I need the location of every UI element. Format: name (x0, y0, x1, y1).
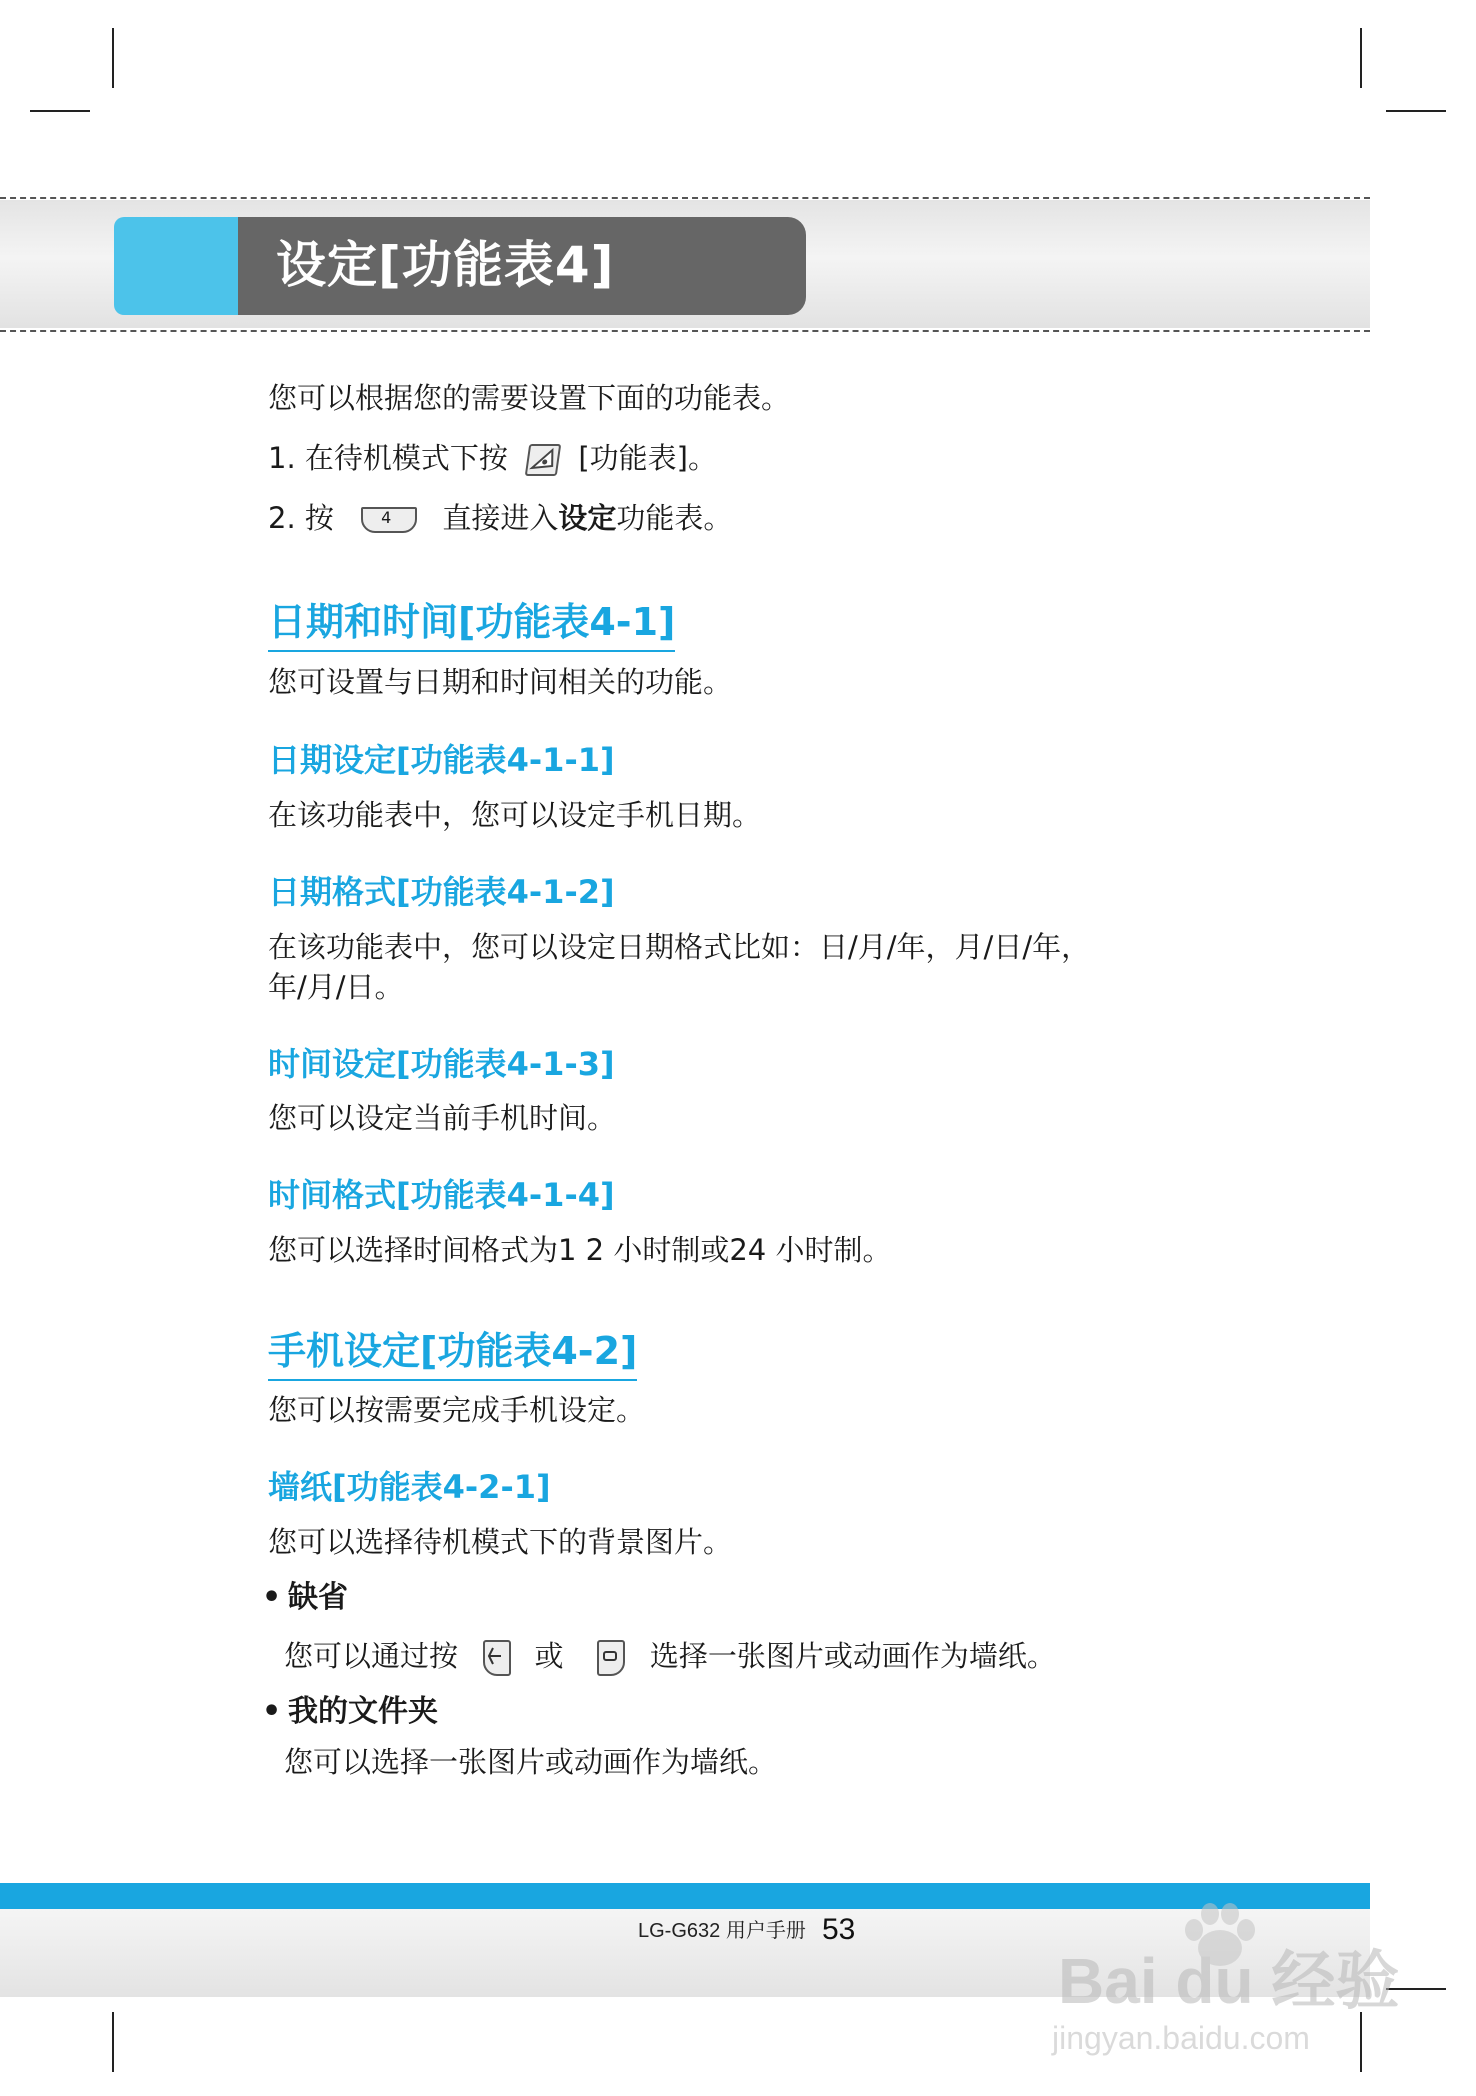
header-dashed-line-bottom (0, 330, 1370, 332)
left-nav-key-icon (483, 1640, 511, 1676)
section-phone-settings-description: 您可以按需要完成手机设定。 (268, 1393, 646, 1427)
chapter-title: 设定[功能表4] (276, 236, 615, 294)
watermark-brand: Bai du 经验 (1058, 1945, 1400, 2017)
default-text-suffix: 选择一张图片或动画作为墙纸。 (649, 1639, 1056, 1673)
step-2-bold: 设定 (558, 501, 617, 535)
date-setting-text: 在该功能表中，您可以设定手机日期。 (268, 798, 762, 832)
bullet-my-folder (262, 1692, 438, 1732)
default-text-mid: 或 (534, 1639, 564, 1673)
crop-mark (30, 110, 90, 112)
step-1-suffix: [功能表]。 (578, 441, 717, 475)
key-4-label: 4 (381, 508, 392, 527)
header-dashed-line-top (0, 197, 1370, 199)
step-1-prefix: 1. 在待机模式下按 (268, 441, 508, 475)
default-text-prefix: 您可以通过按 (284, 1639, 459, 1673)
section-date-time-description: 您可设置与日期和时间相关的功能。 (268, 665, 733, 699)
wallpaper-text: 您可以选择待机模式下的背景图片。 (268, 1525, 733, 1559)
time-setting-text: 您可以设定当前手机时间。 (268, 1101, 617, 1135)
right-nav-key-icon (597, 1640, 625, 1676)
baidu-watermark (1048, 1896, 1408, 2066)
bullet-my-folder-text: 您可以选择一张图片或动画作为墙纸。 (284, 1745, 778, 1779)
crop-mark (1386, 110, 1446, 112)
time-format-text: 您可以选择时间格式为1 2 小时制或24 小时制。 (268, 1233, 892, 1267)
page-number: 53 (822, 1913, 856, 1946)
date-format-text-line-1: 在该功能表中，您可以设定日期格式比如：日/月/年，月/日/年， (268, 930, 1091, 964)
crop-mark (112, 28, 114, 88)
date-format-heading: 日期格式[功能表4-1-2] (268, 873, 615, 911)
chapter-tab-accent (114, 217, 244, 315)
time-setting-heading: 时间设定[功能表4-1-3] (268, 1045, 615, 1083)
date-setting-heading: 日期设定[功能表4-1-1] (268, 741, 615, 779)
footer-manual-label: LG-G632 用户手册 (638, 1920, 806, 1942)
bullet-default (262, 1578, 348, 1618)
step-2-prefix: 2. 按 (268, 501, 334, 535)
bullet-dot: • (262, 1580, 282, 1615)
section-phone-settings-heading: 手机设定[功能表4-2] (268, 1326, 637, 1381)
watermark-url: jingyan.baidu.com (1052, 2020, 1310, 2056)
bullet-dot: • (262, 1694, 282, 1729)
intro-text: 您可以根据您的需要设置下面的功能表。 (268, 381, 791, 415)
crop-mark (112, 2012, 114, 2072)
section-date-time-heading: 日期和时间[功能表4-1] (268, 597, 675, 652)
key-4-icon (361, 507, 417, 533)
bullet-default-label: 缺省 (288, 1580, 348, 1615)
bullet-my-folder-label: 我的文件夹 (288, 1694, 438, 1729)
date-format-text-line-2: 年/月/日。 (268, 970, 404, 1004)
menu-softkey-icon (525, 444, 561, 476)
intro-step-1 (268, 438, 717, 478)
wallpaper-heading: 墙纸[功能表4-2-1] (268, 1468, 551, 1506)
intro-step-2 (268, 498, 732, 538)
time-format-heading: 时间格式[功能表4-1-4] (268, 1176, 615, 1214)
bullet-default-text (284, 1636, 1056, 1676)
step-2-mid: 直接进入 (442, 501, 559, 535)
step-2-suffix: 功能表。 (616, 501, 733, 535)
crop-mark (1360, 28, 1362, 88)
